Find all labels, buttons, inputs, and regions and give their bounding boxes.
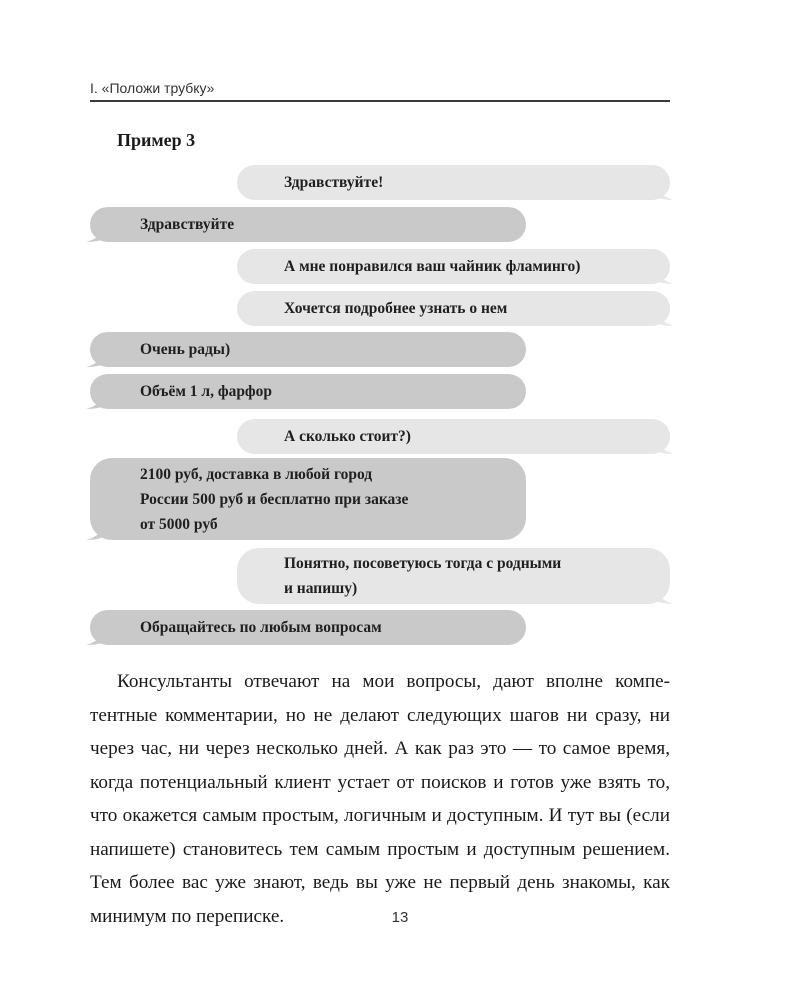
bubble-tail-icon: [86, 222, 108, 242]
chat-bubble-incoming: [90, 458, 526, 540]
chat-bubble-incoming: [90, 332, 526, 367]
chat-bubble-incoming: [90, 207, 526, 242]
bubble-tail-icon: [652, 264, 674, 284]
chat-message-text: А сколько стоит?): [284, 428, 411, 445]
chat-bubble-outgoing: [237, 249, 670, 284]
bubble-tail-icon: [652, 584, 674, 604]
bubble-tail-icon: [652, 180, 674, 200]
chat-message-text: Очень рады): [140, 341, 231, 358]
chat-message-text: Здравствуйте: [140, 216, 235, 233]
chat-message-text: Объём 1 л, фарфор: [140, 383, 273, 400]
bubble-tail-icon: [86, 520, 108, 540]
chat-bubble-outgoing: [237, 165, 670, 200]
page-number: 13: [391, 909, 409, 926]
body-paragraph: Консультанты отвечают на мои вопросы, дают вполне компетентные комментарии, но не делают следующих шагов ни сразу, ни через час, ни через несколько дней. А как раз это — то самое время, когда потенциальный клиент устает от поисков и готов уже взять то, что окажется самым простым, логичным и доступным. И тут вы (если напишете) становитесь тем самым простым и доступным решением. Тем более вас уже знают, ведь вы уже не первый день знакомы, как минимум по переписке.: [90, 671, 670, 927]
chat-bubble-outgoing: [237, 548, 670, 604]
chat-message-text: 2100 руб, доставка в любой город России 500 руб и бесплатно при заказе от 5000 руб: [140, 465, 409, 533]
chat-message-text: А мне понравился ваш чайник фламинго): [284, 258, 581, 275]
chat-bubble-incoming: [90, 610, 526, 645]
bubble-tail-icon: [652, 434, 674, 454]
chat-bubble-outgoing: [237, 419, 670, 454]
bubble-tail-icon: [86, 625, 108, 645]
bubble-tail-icon: [652, 306, 674, 326]
bubble-tail-icon: [86, 389, 108, 409]
chat-bubble-outgoing: [237, 291, 670, 326]
chat-message-text: Обращайтесь по любым вопросам: [140, 619, 382, 636]
chat-message-text: Здравствуйте!: [284, 174, 384, 191]
chat-message-text: Хочется подробнее узнать о нем: [284, 300, 508, 317]
running-header: I. «Положи трубку»: [90, 80, 215, 96]
bubble-tail-icon: [86, 347, 108, 367]
example-title: Пример 3: [117, 130, 196, 150]
chat-bubble-incoming: [90, 374, 526, 409]
chat-message-text: Понятно, посоветуюсь тогда с родными и напишу): [284, 555, 562, 597]
